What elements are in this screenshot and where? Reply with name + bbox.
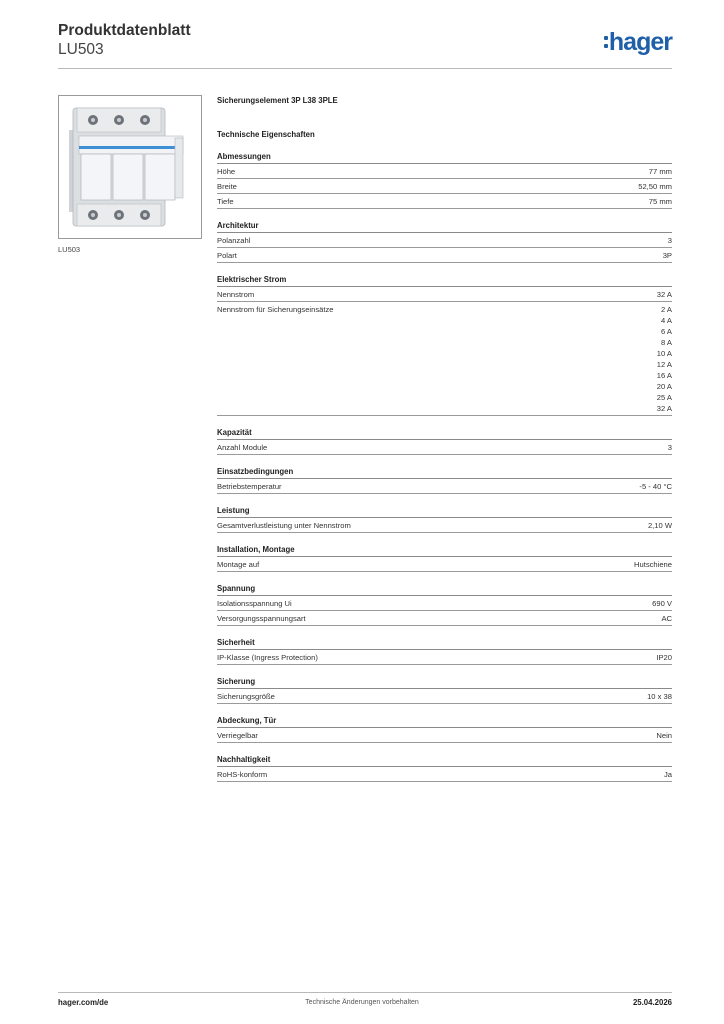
section-title: Architektur: [217, 220, 672, 233]
spec-row: [217, 194, 672, 209]
spec-label: Nennstrom für Sicherungseinsätze: [217, 305, 334, 314]
spec-section: [217, 583, 672, 626]
spec-value: 4 A: [661, 316, 672, 325]
spec-values: [657, 289, 672, 300]
section-title: Sicherheit: [217, 637, 672, 650]
spec-row: [217, 233, 672, 248]
section-title: Abmessungen: [217, 151, 672, 164]
spec-values: [656, 652, 672, 663]
spec-row: [217, 767, 672, 782]
section-title: Sicherung: [217, 676, 672, 689]
spec-value: 6 A: [661, 327, 672, 336]
spec-value: 77 mm: [648, 167, 672, 176]
section-title: Leistung: [217, 505, 672, 518]
spec-value: IP20: [656, 653, 672, 662]
spec-row: [217, 650, 672, 665]
spec-values: [657, 304, 672, 414]
spec-value: 690 V: [652, 599, 672, 608]
footer-website: hager.com/de: [58, 998, 109, 1007]
spec-label: Montage auf: [217, 560, 260, 569]
spec-label: Anzahl Module: [217, 443, 268, 452]
spec-value: 2,10 W: [647, 521, 672, 530]
spec-value: 2 A: [661, 305, 672, 314]
spec-section: [217, 505, 672, 533]
spec-value: Hutschiene: [634, 560, 672, 569]
spec-label: Versorgungsspannungsart: [217, 614, 306, 623]
section-title: Elektrischer Strom: [217, 274, 672, 287]
spec-values: [648, 520, 672, 531]
spec-value: 12 A: [656, 360, 672, 369]
footer-date: 25.04.2026: [632, 998, 672, 1007]
spec-row: [217, 596, 672, 611]
spec-sections: [217, 151, 672, 782]
section-title: Installation, Montage: [217, 544, 672, 557]
tech-heading: Technische Eigenschaften: [217, 130, 315, 139]
spec-row: [217, 611, 672, 626]
product-name: Sicherungselement 3P L38 3PLE: [217, 96, 338, 105]
spec-section: [217, 544, 672, 572]
spec-value: 3: [667, 236, 672, 245]
spec-label: Gesamtverlustleistung unter Nennstrom: [217, 521, 351, 530]
spec-values: [656, 730, 672, 741]
spec-row: [217, 440, 672, 455]
spec-section: [217, 637, 672, 665]
spec-value: Ja: [663, 770, 672, 779]
spec-value: AC: [661, 614, 672, 623]
spec-row: [217, 164, 672, 179]
spec-values: [639, 481, 672, 492]
spec-row: [217, 179, 672, 194]
spec-values: [649, 196, 672, 207]
spec-row: [217, 479, 672, 494]
spec-value: 52,50 mm: [638, 182, 672, 191]
spec-values: [661, 613, 672, 624]
spec-label: Nennstrom: [217, 290, 255, 299]
spec-row: [217, 728, 672, 743]
spec-label: Verriegelbar: [217, 731, 258, 740]
spec-row: [217, 287, 672, 302]
spec-values: [638, 181, 672, 192]
hager-logo: [604, 30, 672, 54]
spec-label: Tiefe: [217, 197, 234, 206]
spec-value: 32 A: [656, 290, 672, 299]
spec-section: [217, 466, 672, 494]
spec-value: 10 A: [656, 349, 672, 358]
spec-label: Isolationsspannung Ui: [217, 599, 292, 608]
spec-section: [217, 715, 672, 743]
spec-section: [217, 754, 672, 782]
footer-notice: Technische Änderungen vorbehalten: [305, 999, 419, 1006]
section-title: Einsatzbedingungen: [217, 466, 672, 479]
spec-section: [217, 427, 672, 455]
spec-values: [647, 691, 672, 702]
spec-label: Sicherungsgröße: [217, 692, 275, 701]
spec-label: IP-Klasse (Ingress Protection): [217, 653, 318, 662]
spec-value: -5 - 40 °C: [639, 482, 672, 491]
spec-label: Höhe: [217, 167, 236, 176]
spec-value: 32 A: [656, 404, 672, 413]
footer-divider: [58, 992, 672, 993]
spec-row: [217, 689, 672, 704]
spec-row: [217, 557, 672, 572]
spec-label: Breite: [217, 182, 237, 191]
spec-label: Betriebstemperatur: [217, 482, 282, 491]
spec-values: [668, 442, 672, 453]
spec-section: [217, 274, 672, 416]
spec-value: 16 A: [656, 371, 672, 380]
spec-row: [217, 518, 672, 533]
spec-value: 3P: [662, 251, 672, 260]
logo-wordmark: hager: [608, 28, 672, 56]
spec-row: [217, 302, 672, 416]
spec-values: [652, 598, 672, 609]
section-title: Spannung: [217, 583, 672, 596]
fuse-holder-image: [59, 96, 201, 238]
spec-values: [649, 166, 672, 177]
spec-value: 75 mm: [648, 197, 672, 206]
spec-section: [217, 676, 672, 704]
product-reference: LU503: [58, 41, 104, 58]
spec-values: [668, 235, 672, 246]
spec-values: [663, 250, 672, 261]
section-title: Nachhaltigkeit: [217, 754, 672, 767]
spec-content: [217, 96, 672, 793]
spec-label: Polanzahl: [217, 236, 251, 245]
header-divider: [58, 68, 672, 69]
spec-value: 10 x 38: [647, 692, 672, 701]
spec-value: 25 A: [656, 393, 672, 402]
spec-label: Polart: [217, 251, 237, 260]
logo-dots-icon: [604, 36, 608, 48]
section-title: Kapazität: [217, 427, 672, 440]
spec-value: 8 A: [661, 338, 672, 347]
spec-value: 20 A: [656, 382, 672, 391]
spec-label: RoHS-konform: [217, 770, 268, 779]
spec-value: 3: [667, 443, 672, 452]
product-image-caption: LU503: [58, 245, 81, 254]
product-image: [58, 95, 202, 239]
spec-section: [217, 151, 672, 209]
page-header: [58, 22, 191, 59]
spec-values: [664, 769, 672, 780]
spec-row: [217, 248, 672, 263]
spec-value: Nein: [656, 731, 672, 740]
spec-section: [217, 220, 672, 263]
spec-values: [634, 559, 672, 570]
section-title: Abdeckung, Tür: [217, 715, 672, 728]
page-title: Produktdatenblatt: [58, 22, 191, 39]
